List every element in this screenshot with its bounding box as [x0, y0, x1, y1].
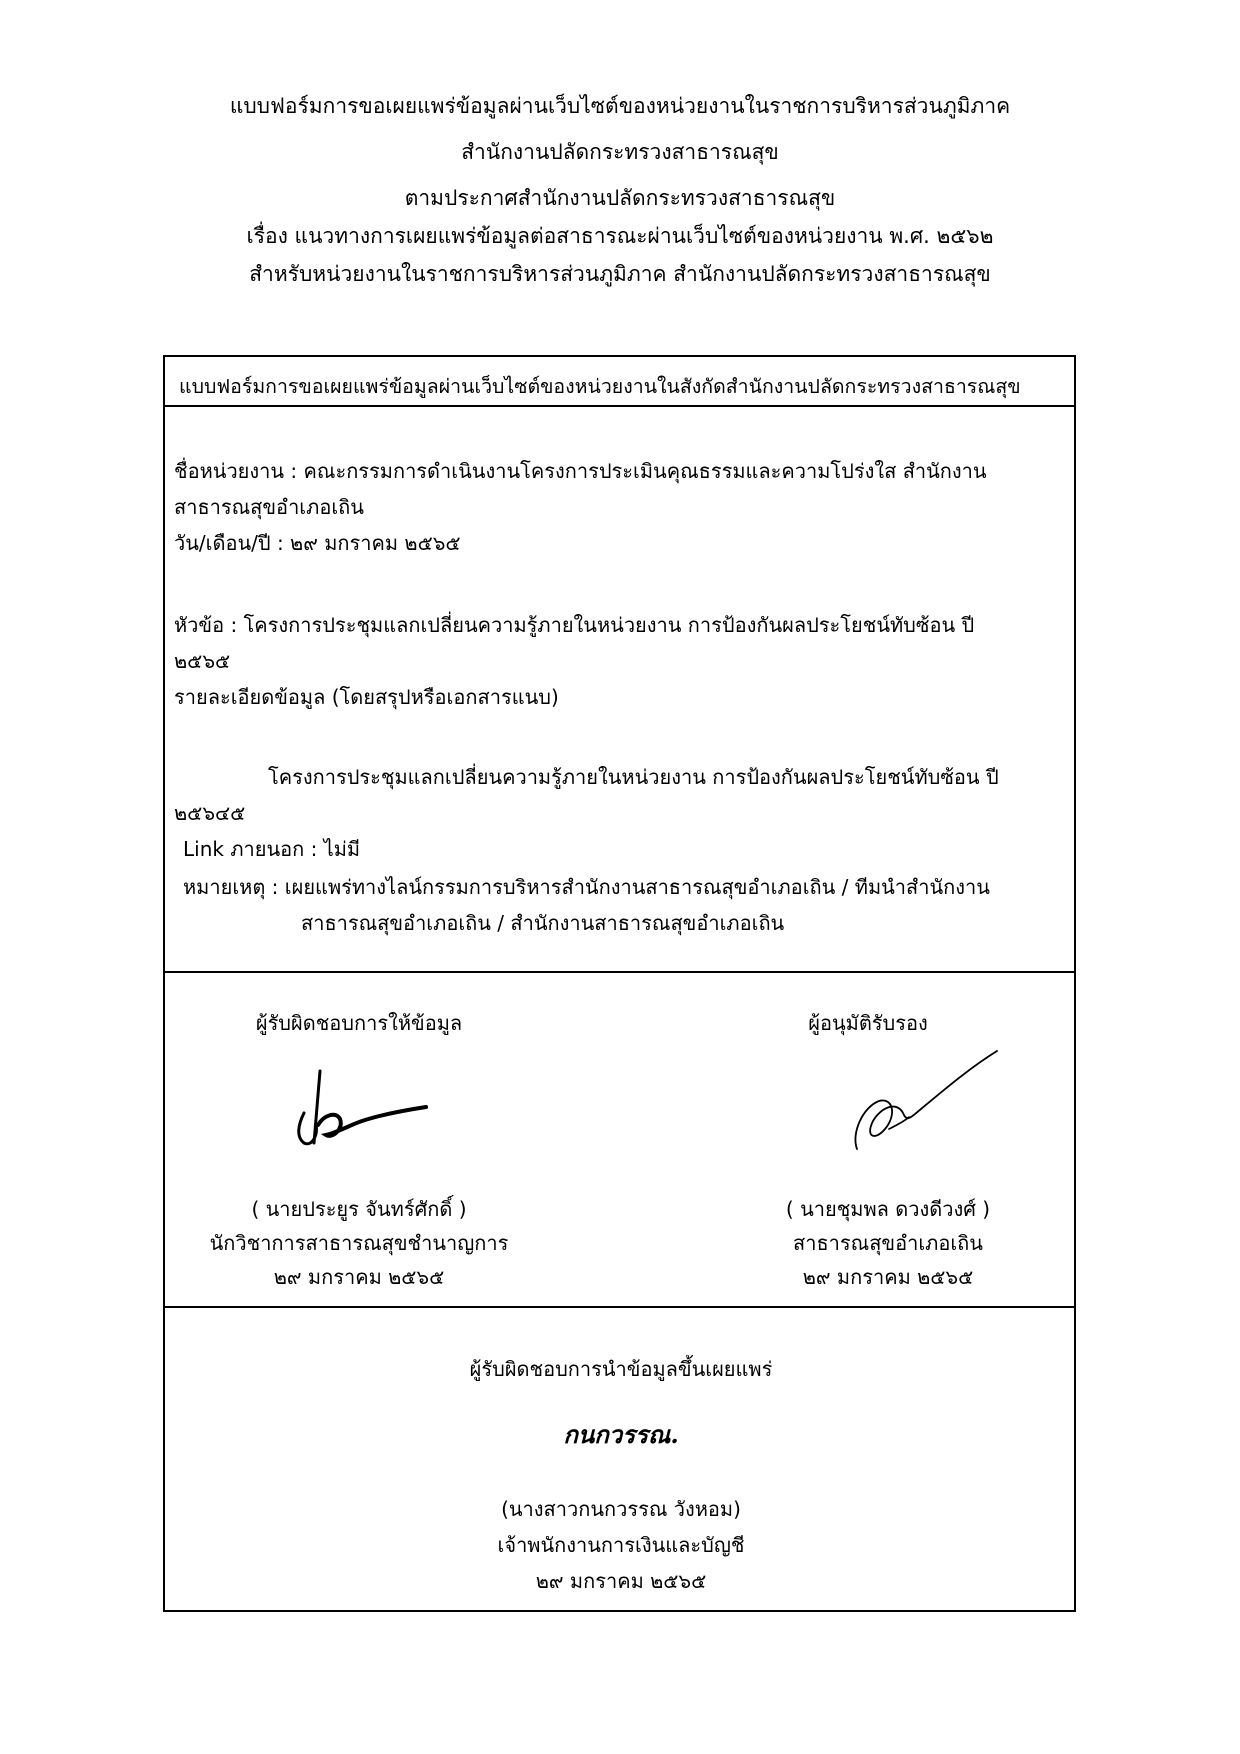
date-line: วัน/เดือน/ปี : ๒๙ มกราคม ๒๕๖๕ — [174, 531, 461, 555]
header-line-3: ตามประกาศสำนักงานปลัดกระทรวงสาธารณสุข — [404, 186, 836, 210]
agency-line-1: ชื่อหน่วยงาน : คณะกรรมการดำเนินงานโครงการประเมินคุณธรรมและความโปร่งใส สำนักงาน — [174, 459, 987, 483]
right-signer-position: สาธารณสุขอำเภอเถิน — [793, 1231, 983, 1255]
note-line-1: หมายเหตุ : เผยแพร่ทางไลน์กรรมการบริหารสำนักงานสาธารณสุขอำเภอเถิน / ทีมนำสำนักงาน — [183, 875, 990, 899]
right-signature-image — [845, 1037, 1005, 1157]
right-signer-name: ( นายชุมพล ดวงดีวงศ์ ) — [785, 1197, 991, 1221]
form-box — [163, 355, 1076, 1612]
right-signer-role: ผู้อนุมัติรับรอง — [808, 1011, 928, 1035]
form-title: แบบฟอร์มการขอเผยแพร่ข้อมูลผ่านเว็บไซต์ของหน่วยงานในสังกัดสำนักงานปลัดกระทรวงสาธารณสุข — [179, 375, 1021, 398]
bottom-signature-image: กนกวรรณ. — [563, 1420, 679, 1449]
divider — [165, 1306, 1074, 1308]
topic-line-1: หัวข้อ : โครงการประชุมแลกเปลี่ยนความรู้ภายในหน่วยงาน การป้องกันผลประโยชน์ทับซ้อน ปี — [174, 613, 975, 637]
bottom-signer-role: ผู้รับผิดชอบการนำข้อมูลขึ้นเผยแพร่ — [469, 1357, 773, 1381]
external-link-line: Link ภายนอก : ไม่มี — [183, 837, 361, 861]
left-signer-name: ( นายประยูร จันทร์ศักดิ์ ) — [251, 1197, 467, 1221]
left-signer-date: ๒๙ มกราคม ๒๕๖๕ — [273, 1265, 445, 1289]
divider — [165, 971, 1074, 973]
header-line-1: แบบฟอร์มการขอเผยแพร่ข้อมูลผ่านเว็บไซต์ของหน่วยงานในราชการบริหารส่วนภูมิภาค — [229, 94, 1011, 118]
header-line-5: สำหรับหน่วยงานในราชการบริหารส่วนภูมิภาค สำนักงานปลัดกระทรวงสาธารณสุข — [249, 262, 991, 286]
header-line-2: สำนักงานปลัดกระทรวงสาธารณสุข — [461, 140, 779, 164]
note-line-2: สาธารณสุขอำเภอเถิน / สำนักงานสาธารณสุขอำเภอเถิน — [301, 911, 785, 935]
left-signer-role: ผู้รับผิดชอบการให้ข้อมูล — [255, 1011, 463, 1035]
bottom-signer-name: (นางสาวกนกวรรณ วังหอม) — [501, 1497, 741, 1521]
detail-line-1: โครงการประชุมแลกเปลี่ยนความรู้ภายในหน่วยงาน การป้องกันผลประโยชน์ทับซ้อน ปี — [268, 765, 999, 789]
right-signer-date: ๒๙ มกราคม ๒๕๖๕ — [802, 1265, 974, 1289]
left-signer-position: นักวิชาการสาธารณสุขชำนาญการ — [209, 1231, 509, 1255]
bottom-signer-position: เจ้าพนักงานการเงินและบัญชี — [497, 1533, 745, 1557]
header-line-4: เรื่อง แนวทางการเผยแพร่ข้อมูลต่อสาธารณะผ่านเว็บไซต์ของหน่วยงาน พ.ศ. ๒๕๖๒ — [246, 224, 994, 248]
divider — [165, 405, 1074, 407]
detail-label: รายละเอียดข้อมูล (โดยสรุปหรือเอกสารแนบ) — [174, 685, 559, 709]
left-signature-image — [290, 1063, 440, 1153]
detail-line-2: ๒๕๖๔๕ — [174, 801, 246, 825]
topic-line-2: ๒๕๖๕ — [174, 649, 231, 673]
agency-line-2: สาธารณสุขอำเภอเถิน — [174, 495, 364, 519]
bottom-signer-date: ๒๙ มกราคม ๒๕๖๕ — [535, 1569, 707, 1593]
